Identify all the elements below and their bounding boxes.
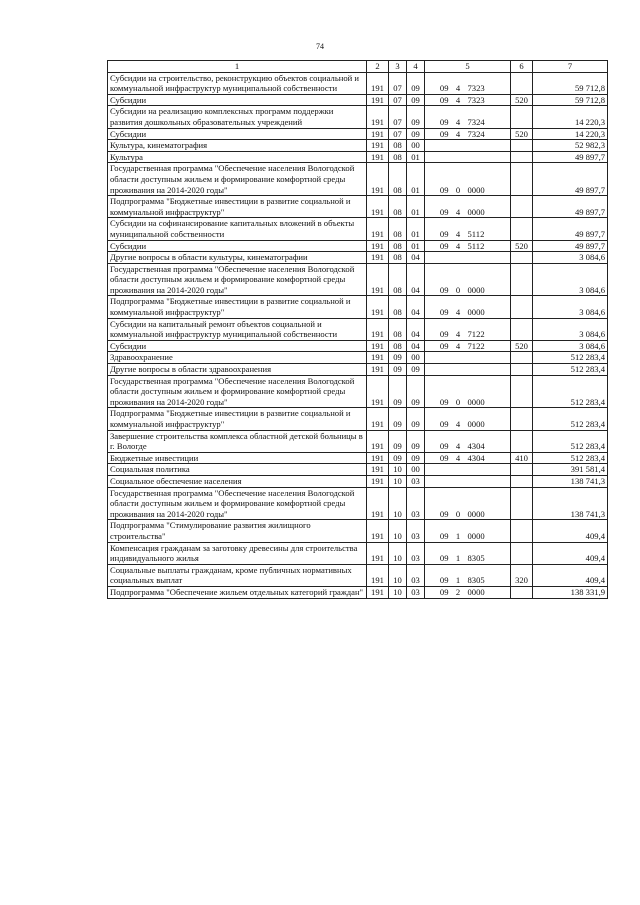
table-row	[108, 408, 608, 430]
col-section: 07	[389, 106, 407, 128]
col-program	[425, 140, 451, 152]
col-expense-type	[511, 151, 533, 163]
row-name: Субсидии на реализацию комплексных программ поддержки развития дошкольных образовательных учреждений	[108, 106, 367, 128]
col-expense-type	[511, 364, 533, 376]
col-expense-type: 320	[511, 564, 533, 586]
col-subsection: 04	[407, 318, 425, 340]
col-admin: 191	[367, 318, 389, 340]
col-direction: 7324	[466, 128, 511, 140]
row-name: Государственная программа "Обеспечение населения Вологодской области доступным жильем и формирование комфортной среды проживания на 2014-2020 годы"	[108, 375, 367, 408]
col-direction	[466, 352, 511, 364]
col-admin: 191	[367, 196, 389, 218]
col-section: 10	[389, 487, 407, 520]
col-expense-type	[511, 464, 533, 476]
col-amount: 138 741,3	[533, 487, 608, 520]
col-section: 07	[389, 94, 407, 106]
col-subprogram: 4	[451, 218, 466, 240]
row-name: Компенсация гражданам за заготовку древесины для строительства индивидуального жилья	[108, 542, 367, 564]
col-subsection: 03	[407, 586, 425, 598]
col-program: 09	[425, 106, 451, 128]
col-expense-type	[511, 140, 533, 152]
col-program: 09	[425, 430, 451, 452]
col-expense-type	[511, 352, 533, 364]
col-expense-type	[511, 487, 533, 520]
col-direction: 7122	[466, 318, 511, 340]
col-amount: 14 220,3	[533, 106, 608, 128]
col-admin: 191	[367, 163, 389, 196]
col-program: 09	[425, 542, 451, 564]
col-program: 09	[425, 408, 451, 430]
col-section: 07	[389, 72, 407, 94]
col-direction: 0000	[466, 520, 511, 542]
col-direction: 8305	[466, 542, 511, 564]
table-row	[108, 475, 608, 487]
col-admin: 191	[367, 140, 389, 152]
row-name: Субсидии	[108, 128, 367, 140]
col-admin: 191	[367, 218, 389, 240]
col-direction	[466, 475, 511, 487]
col-subsection: 00	[407, 140, 425, 152]
col-expense-type	[511, 106, 533, 128]
col-direction: 5112	[466, 218, 511, 240]
col-admin: 191	[367, 475, 389, 487]
col-expense-type	[511, 520, 533, 542]
col-admin: 191	[367, 106, 389, 128]
col-direction	[466, 140, 511, 152]
col-admin: 191	[367, 464, 389, 476]
col-subsection: 09	[407, 72, 425, 94]
col-subprogram: 4	[451, 94, 466, 106]
col-subprogram: 1	[451, 520, 466, 542]
col-subsection: 01	[407, 218, 425, 240]
col-amount: 512 283,4	[533, 364, 608, 376]
row-name: Другие вопросы в области культуры, кинематографии	[108, 252, 367, 264]
col-section: 08	[389, 340, 407, 352]
col-amount: 138 331,9	[533, 586, 608, 598]
col-program: 09	[425, 128, 451, 140]
col-section: 09	[389, 452, 407, 464]
col-direction: 0000	[466, 163, 511, 196]
col-program: 09	[425, 586, 451, 598]
col-program: 09	[425, 263, 451, 296]
col-expense-type	[511, 296, 533, 318]
col-expense-type	[511, 430, 533, 452]
col-amount: 3 084,6	[533, 263, 608, 296]
row-name: Социальное обеспечение населения	[108, 475, 367, 487]
table-row	[108, 542, 608, 564]
table-row	[108, 218, 608, 240]
col-expense-type: 520	[511, 94, 533, 106]
table-row	[108, 520, 608, 542]
col-subsection: 03	[407, 542, 425, 564]
col-section: 09	[389, 375, 407, 408]
col-program: 09	[425, 218, 451, 240]
col-direction: 7323	[466, 72, 511, 94]
row-name: Субсидии на строительство, реконструкцию объектов социальной и коммунальной инфраструктур муниципальной собственности	[108, 72, 367, 94]
col-section: 10	[389, 564, 407, 586]
col-subprogram	[451, 252, 466, 264]
col-subprogram: 0	[451, 263, 466, 296]
row-name: Субсидии	[108, 340, 367, 352]
col-admin: 191	[367, 296, 389, 318]
col-subsection: 04	[407, 340, 425, 352]
col-section: 08	[389, 318, 407, 340]
col-section: 08	[389, 263, 407, 296]
col-section: 08	[389, 163, 407, 196]
table-row	[108, 364, 608, 376]
col-subprogram	[451, 151, 466, 163]
col-subprogram	[451, 364, 466, 376]
header-col-7: 7	[533, 61, 608, 73]
col-subsection: 01	[407, 151, 425, 163]
table-row	[108, 196, 608, 218]
col-subprogram: 4	[451, 128, 466, 140]
col-program: 09	[425, 564, 451, 586]
col-expense-type	[511, 375, 533, 408]
row-name: Здравоохранение	[108, 352, 367, 364]
col-admin: 191	[367, 240, 389, 252]
table-row	[108, 140, 608, 152]
col-direction: 7323	[466, 94, 511, 106]
col-amount: 3 084,6	[533, 296, 608, 318]
table-row	[108, 163, 608, 196]
col-section: 08	[389, 240, 407, 252]
col-expense-type	[511, 263, 533, 296]
col-subprogram: 4	[451, 72, 466, 94]
col-expense-type: 520	[511, 340, 533, 352]
col-subsection: 03	[407, 564, 425, 586]
table-row	[108, 586, 608, 598]
header-col-5: 5	[425, 61, 511, 73]
col-expense-type	[511, 408, 533, 430]
col-admin: 191	[367, 252, 389, 264]
col-section: 09	[389, 408, 407, 430]
row-name: Бюджетные инвестиции	[108, 452, 367, 464]
table-row	[108, 296, 608, 318]
row-name: Социальные выплаты гражданам, кроме публичных нормативных социальных выплат	[108, 564, 367, 586]
col-direction: 4304	[466, 452, 511, 464]
col-direction: 0000	[466, 408, 511, 430]
col-program: 09	[425, 452, 451, 464]
col-amount: 49 897,7	[533, 218, 608, 240]
col-expense-type: 410	[511, 452, 533, 464]
col-direction: 7122	[466, 340, 511, 352]
row-name: Государственная программа "Обеспечение населения Вологодской области доступным жильем и формирование комфортной среды проживания на 2014-2020 годы"	[108, 487, 367, 520]
col-admin: 191	[367, 151, 389, 163]
col-program: 09	[425, 375, 451, 408]
col-expense-type	[511, 72, 533, 94]
col-section: 07	[389, 128, 407, 140]
col-amount: 512 283,4	[533, 430, 608, 452]
col-section: 10	[389, 520, 407, 542]
table-row	[108, 263, 608, 296]
col-program: 09	[425, 487, 451, 520]
col-program: 09	[425, 72, 451, 94]
col-amount: 409,4	[533, 520, 608, 542]
col-subprogram	[451, 464, 466, 476]
col-admin: 191	[367, 542, 389, 564]
col-program: 09	[425, 163, 451, 196]
table-row	[108, 318, 608, 340]
col-subprogram: 4	[451, 340, 466, 352]
table-row	[108, 452, 608, 464]
col-subsection: 09	[407, 408, 425, 430]
col-direction: 0000	[466, 375, 511, 408]
col-subprogram: 4	[451, 318, 466, 340]
col-admin: 191	[367, 586, 389, 598]
table-row	[108, 151, 608, 163]
col-subsection: 04	[407, 296, 425, 318]
col-expense-type	[511, 163, 533, 196]
row-name: Подпрограмма "Обеспечение жильем отдельных категорий граждан"	[108, 586, 367, 598]
col-subsection: 09	[407, 128, 425, 140]
col-subprogram: 4	[451, 196, 466, 218]
col-program	[425, 475, 451, 487]
col-direction: 7324	[466, 106, 511, 128]
col-admin: 191	[367, 487, 389, 520]
col-program	[425, 252, 451, 264]
col-admin: 191	[367, 72, 389, 94]
col-direction	[466, 151, 511, 163]
row-name: Субсидии на софинансирование капитальных вложений в объекты муниципальной собственности	[108, 218, 367, 240]
col-program: 09	[425, 196, 451, 218]
col-subsection: 01	[407, 163, 425, 196]
col-subsection: 04	[407, 263, 425, 296]
col-subprogram: 1	[451, 564, 466, 586]
col-section: 08	[389, 151, 407, 163]
col-direction: 0000	[466, 586, 511, 598]
table-row	[108, 252, 608, 264]
col-section: 09	[389, 364, 407, 376]
col-section: 09	[389, 430, 407, 452]
row-name: Культура	[108, 151, 367, 163]
col-expense-type	[511, 586, 533, 598]
row-name: Подпрограмма "Бюджетные инвестиции в развитие социальной и коммунальной инфраструктур"	[108, 408, 367, 430]
col-amount: 49 897,7	[533, 240, 608, 252]
col-subprogram: 1	[451, 542, 466, 564]
col-program: 09	[425, 340, 451, 352]
header-row	[108, 61, 608, 73]
col-direction	[466, 364, 511, 376]
col-amount: 512 283,4	[533, 375, 608, 408]
col-program	[425, 364, 451, 376]
col-amount: 49 897,7	[533, 151, 608, 163]
table-row	[108, 240, 608, 252]
col-direction: 0000	[466, 196, 511, 218]
col-admin: 191	[367, 452, 389, 464]
col-subprogram: 4	[451, 408, 466, 430]
col-amount: 138 741,3	[533, 475, 608, 487]
row-name: Завершение строительства комплекса областной детской больницы в г. Вологде	[108, 430, 367, 452]
col-program: 09	[425, 520, 451, 542]
header-col-4: 4	[407, 61, 425, 73]
col-program: 09	[425, 240, 451, 252]
col-section: 10	[389, 586, 407, 598]
col-subsection: 09	[407, 430, 425, 452]
col-amount: 49 897,7	[533, 163, 608, 196]
row-name: Субсидии на капитальный ремонт объектов социальной и коммунальной инфраструктур муниципальной собственности	[108, 318, 367, 340]
col-subsection: 04	[407, 252, 425, 264]
row-name: Субсидии	[108, 240, 367, 252]
col-section: 10	[389, 542, 407, 564]
col-subprogram	[451, 140, 466, 152]
table-row	[108, 106, 608, 128]
col-admin: 191	[367, 408, 389, 430]
col-amount: 512 283,4	[533, 452, 608, 464]
row-name: Субсидии	[108, 94, 367, 106]
col-section: 08	[389, 252, 407, 264]
table-row	[108, 128, 608, 140]
row-name: Подпрограмма "Стимулирование развития жилищного строительства"	[108, 520, 367, 542]
col-admin: 191	[367, 263, 389, 296]
col-program	[425, 464, 451, 476]
col-section: 08	[389, 296, 407, 318]
col-amount: 49 897,7	[533, 196, 608, 218]
col-subsection: 00	[407, 352, 425, 364]
col-subsection: 09	[407, 94, 425, 106]
col-admin: 191	[367, 564, 389, 586]
col-subsection: 01	[407, 240, 425, 252]
col-program: 09	[425, 94, 451, 106]
col-expense-type	[511, 542, 533, 564]
col-expense-type	[511, 196, 533, 218]
col-subsection: 09	[407, 375, 425, 408]
table-row	[108, 375, 608, 408]
col-subsection: 03	[407, 520, 425, 542]
page-number: 74	[316, 42, 324, 51]
col-subsection: 01	[407, 196, 425, 218]
header-col-3: 3	[389, 61, 407, 73]
col-subsection: 03	[407, 487, 425, 520]
col-amount: 14 220,3	[533, 128, 608, 140]
col-amount: 391 581,4	[533, 464, 608, 476]
col-subprogram: 4	[451, 452, 466, 464]
col-amount: 59 712,8	[533, 94, 608, 106]
col-section: 09	[389, 352, 407, 364]
row-name: Социальная политика	[108, 464, 367, 476]
col-admin: 191	[367, 364, 389, 376]
col-direction: 0000	[466, 487, 511, 520]
col-amount: 3 084,6	[533, 318, 608, 340]
row-name: Культура, кинематография	[108, 140, 367, 152]
col-amount: 3 084,6	[533, 340, 608, 352]
row-name: Подпрограмма "Бюджетные инвестиции в развитие социальной и коммунальной инфраструктур"	[108, 296, 367, 318]
col-admin: 191	[367, 340, 389, 352]
col-expense-type	[511, 318, 533, 340]
header-col-1: 1	[108, 61, 367, 73]
table-body	[108, 72, 608, 598]
col-program	[425, 352, 451, 364]
col-amount: 59 712,8	[533, 72, 608, 94]
col-direction: 0000	[466, 296, 511, 318]
col-subprogram	[451, 475, 466, 487]
col-amount: 512 283,4	[533, 352, 608, 364]
col-subsection: 09	[407, 452, 425, 464]
col-subprogram: 0	[451, 487, 466, 520]
header-col-2: 2	[367, 61, 389, 73]
col-subprogram: 4	[451, 430, 466, 452]
table-row	[108, 487, 608, 520]
budget-table	[107, 60, 608, 599]
col-admin: 191	[367, 375, 389, 408]
col-amount: 409,4	[533, 564, 608, 586]
row-name: Подпрограмма "Бюджетные инвестиции в развитие социальной и коммунальной инфраструктур"	[108, 196, 367, 218]
col-subprogram: 2	[451, 586, 466, 598]
col-amount: 409,4	[533, 542, 608, 564]
col-amount: 3 084,6	[533, 252, 608, 264]
table-row	[108, 72, 608, 94]
col-admin: 191	[367, 520, 389, 542]
col-subsection: 09	[407, 106, 425, 128]
col-section: 08	[389, 140, 407, 152]
col-expense-type	[511, 252, 533, 264]
row-name: Государственная программа "Обеспечение населения Вологодской области доступным жильем и формирование комфортной среды проживания на 2014-2020 годы"	[108, 163, 367, 196]
table-row	[108, 564, 608, 586]
col-amount: 52 982,3	[533, 140, 608, 152]
col-program: 09	[425, 296, 451, 318]
col-admin: 191	[367, 430, 389, 452]
col-direction: 4304	[466, 430, 511, 452]
col-expense-type	[511, 475, 533, 487]
col-expense-type: 520	[511, 240, 533, 252]
col-subsection: 03	[407, 475, 425, 487]
col-amount: 512 283,4	[533, 408, 608, 430]
col-subprogram: 4	[451, 106, 466, 128]
col-direction	[466, 464, 511, 476]
col-subprogram: 0	[451, 163, 466, 196]
col-subsection: 09	[407, 364, 425, 376]
col-expense-type	[511, 218, 533, 240]
col-program	[425, 151, 451, 163]
table-row	[108, 430, 608, 452]
col-subprogram: 0	[451, 375, 466, 408]
row-name: Государственная программа "Обеспечение населения Вологодской области доступным жильем и формирование комфортной среды проживания на 2014-2020 годы"	[108, 263, 367, 296]
col-section: 08	[389, 218, 407, 240]
col-subprogram: 4	[451, 296, 466, 318]
table-row	[108, 94, 608, 106]
col-direction: 5112	[466, 240, 511, 252]
col-section: 10	[389, 464, 407, 476]
col-admin: 191	[367, 128, 389, 140]
col-program: 09	[425, 318, 451, 340]
row-name: Другие вопросы в области здравоохранения	[108, 364, 367, 376]
col-direction: 8305	[466, 564, 511, 586]
col-subprogram: 4	[451, 240, 466, 252]
table-row	[108, 352, 608, 364]
header-col-6: 6	[511, 61, 533, 73]
col-subsection: 00	[407, 464, 425, 476]
col-section: 08	[389, 196, 407, 218]
col-expense-type: 520	[511, 128, 533, 140]
table-row	[108, 464, 608, 476]
col-admin: 191	[367, 94, 389, 106]
col-subprogram	[451, 352, 466, 364]
col-section: 10	[389, 475, 407, 487]
col-admin: 191	[367, 352, 389, 364]
col-direction	[466, 252, 511, 264]
table-row	[108, 340, 608, 352]
col-direction: 0000	[466, 263, 511, 296]
